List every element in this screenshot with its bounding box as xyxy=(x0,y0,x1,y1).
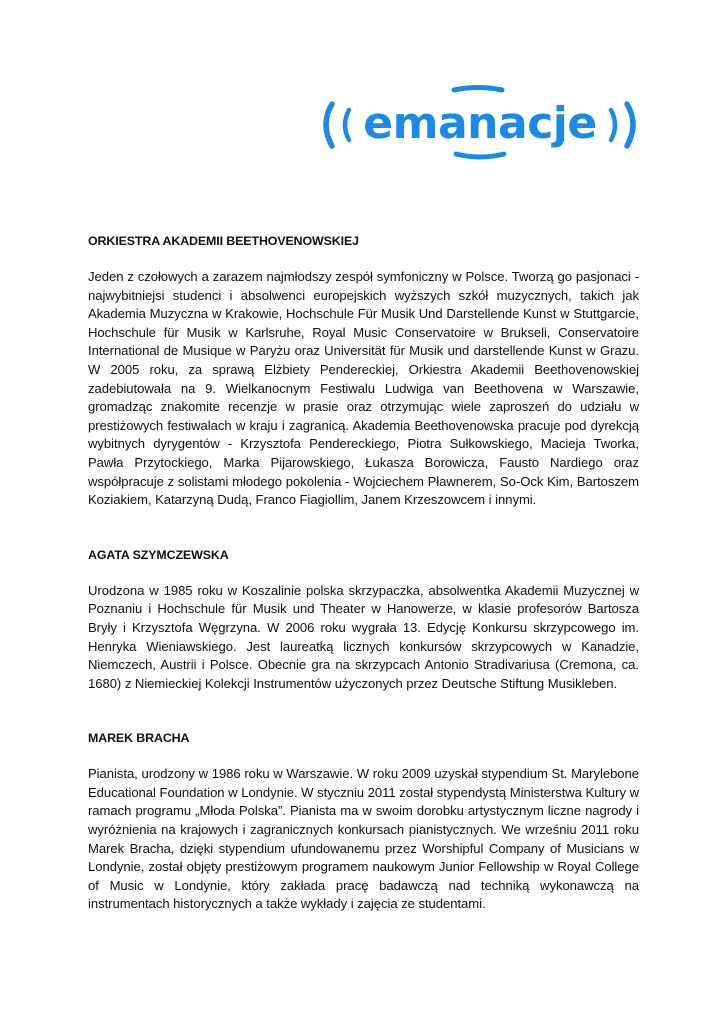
section-body: Urodzona w 1985 roku w Koszalinie polska skrzypaczka, absolwentka Akademii Muzycznej w Poznaniu i Hochschule für Musik und Theater w Hanowerze, w klasie profesorów Bartosza Bryły i Krzysztofa Węgrzyna. W 2006 roku wygrała 13. Edycję Konkursu skrzypcowego im. Henryka Wieniawskiego. Jest laureatką licznych konkursów skrzypcowych w Kanadzie, Niemczech, Austrii i Polsce. Obecnie gra na skrzypcach Antonio Stradivariusa (Cremona, ca. 1680) z Niemieckiej Kolekcji Instrumentów użyczonych przez Deutsche Stiftung Musikleben. xyxy=(88,582,639,691)
section-title: MAREK BRACHA xyxy=(88,731,190,746)
section-orchestra xyxy=(88,232,639,510)
emanacje-logo xyxy=(318,82,648,166)
section-title: ORKIESTRA AKADEMII BEETHOVENOWSKIEJ xyxy=(88,234,359,248)
section-agata-szymczewska xyxy=(88,546,639,694)
section-body: Jeden z czołowych a zarazem najmłodszy zespół symfoniczny w Polsce. Tworzą go pasjonaci - najwybitniejsi studenci i absolwenci europejskich wyższych szkół muzycznych, takich jak Akademia Muzyczna w Krakowie, Hochschule Für Musik Und Darstellende Kunst w Stuttgarcie, Hochschule für Musik w Karlsruhe, Royal Music Conservatoire w Brukseli, Conservatoire International de Musique w Paryżu oraz Universität für Musik und darstellende Kunst w Grazu. W 2005 roku, za sprawą Elżbiety Pendereckiej, Orkiestra Akademii Beethovenowskiej zadebiutowała na 9. Wielkanocnym Festiwalu Ludwiga van Beethovena w Warszawie, gromadząc znakomite recenzje w prasie oraz otrzymując wiele zaproszeń do udziału w prestiżowych festiwalach w kraju i zagranicą. Akademia Beethovenowska pracuje pod dyrekcją wybitnych dyrygentów - Krzysztofa Pendereckiego, Piotra Sułkowskiego, Macieja Tworka, Pawła Przytockiego, Marka Pijarowskiego, Łukasza Borowicza, Fausto Nardiego oraz współpracuje z solistami młodego pokolenia - Wojciechem Pławnerem, So-Ock Kim, Bartoszem Koziakiem, Katarzyną Dudą, Franco Fiagiollim, Janem Krzeszowcem i innymi. xyxy=(88,269,639,508)
section-marek-bracha xyxy=(88,729,639,914)
section-title: AGATA SZYMCZEWSKA xyxy=(88,547,229,562)
logo-text: emanacje xyxy=(363,98,597,149)
document-content xyxy=(88,232,639,914)
section-body: Pianista, urodzony w 1986 roku w Warszawie. W roku 2009 uzyskał stypendium St. Marylebone Educational Foundation w Londynie. W styczniu 2011 został stypendystą Ministerstwa Kultury w ramach programu „Młoda Polska”. Pianista ma w swoim dorobku artystycznym liczne nagrody i wyróżnienia na krajowych i zagranicznych konkursach pianistycznych. We wrześniu 2011 roku Marek Bracha, dzięki stypendium ufundowanemu przez Worshipful Company of Musicians w Londynie, został objęty prestiżowym programem naukowym Junior Fellowship w Royal College of Music w Londynie, który zakłada pracę badawczą nad techniką wykonawczą na instrumentach historycznych a także wykłady i zajęcia ze studentami. xyxy=(88,766,639,912)
